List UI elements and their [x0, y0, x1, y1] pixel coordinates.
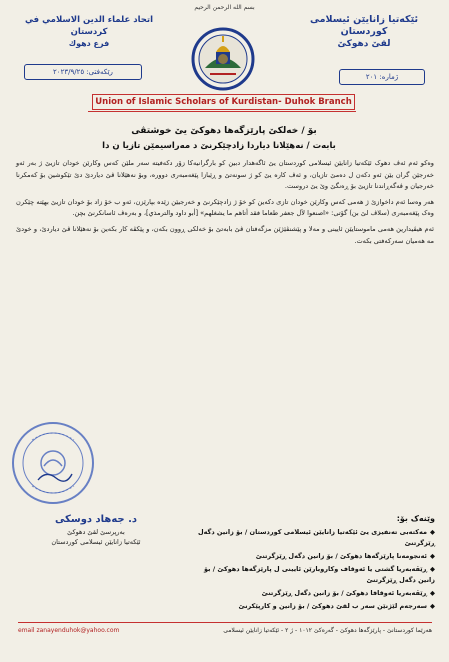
official-stamp-icon: [10, 420, 96, 506]
email-label: email: [18, 627, 35, 634]
header-divider: [88, 111, 356, 112]
basmala: بسم الله الرحمن الرحيم: [194, 4, 255, 11]
org-name-arabic: اتحاد علماء الدين الاسلامي في كردستان: [24, 15, 154, 37]
letter-number-box: [339, 69, 425, 85]
union-logo-icon: [180, 26, 266, 92]
list-item: [195, 527, 435, 549]
letter-body: [16, 158, 434, 247]
header-kurdish: [289, 14, 439, 50]
branch-name-arabic: فرع دهوك: [68, 39, 110, 48]
copy-recipient: ڕێڤەبەریا گشتی یا ئەوقاف وکاروبارێن ئایینی ل پارێزگەها دهوکێ / بۆ زانین دگەل ڕێزگرتنێ: [203, 565, 435, 584]
signer-name: د. جەهاد دوسکی: [54, 514, 138, 525]
email-address[interactable]: zanayenduhok@yahoo.com: [36, 627, 120, 634]
body-paragraph-3: ئەم هیڤیدارین هەمی ماموستایێن ئایینی و مەلا و پێشنڤێژێن مزگەفتان ڤێ بابەتێ بۆ خەلکی ڕوون بکەن، و پێکڤە کار بکەین بۆ نەهێلانا ڤێ دیاردێ، و خودێ مە هەمیان سەرکەفتی بکەت.: [16, 224, 434, 245]
bullet-icon: ◆: [430, 552, 435, 560]
copies-to: [195, 513, 435, 612]
date-value: ٢٠٢٣/٩/٢٥: [53, 68, 85, 76]
copies-heading: وێنەک بۆ:: [396, 514, 435, 523]
signer-title: بەرپرسێ لقێ دهوکێ: [67, 528, 125, 536]
body-paragraph-1: وەکو ئەم ئەڤ دهوک ئێکەتیا زانایێن ئیسلامی کوردستان یێ ئاگەهدار دبین کو بارگرانیەکا زۆر دکەفیتە سەر ملێن کەس وکارێن خودان تازیێ ژ بەر ئەو خەرجێن گران یێن ئەو دکەن ل دەمێ تازیان، و ئەڤ کارە یێ کو ژ سونەتێ و ڕێبازا پێغەمبەری دووره، وبۆ نەهێلانا ڤێ دیاردێ دێ تێکوشین بۆ کەمکرنا خەرجیان و ڤەگەڕاندنا تازیێ بۆ ڕەنگێ وێ یێ دروست.: [16, 159, 434, 191]
letter-recipient: بۆ / خەلکێ پارێزگەها دهوکێ یێ خوشتڤی: [131, 126, 317, 136]
footer-address: هەرێما کوردستانێ - پارێزگەها دهوکێ - گەرەکێ ١٠١٢ - ژ ٢ - ئێکەتیا زانایێن ئیسلامی: [223, 627, 432, 634]
copy-recipient: سەرجەم لێژنێن سەر ب لقێ دهوکێ / بۆ زانین و کارپێکرنێ: [238, 602, 427, 610]
list-item: [195, 588, 435, 599]
bullet-icon: ◆: [430, 565, 435, 573]
signature-block: [16, 513, 176, 547]
bullet-icon: ◆: [430, 602, 435, 610]
signer-organization: ئێکەتیا زانایێن ئیسلامی کوردستان: [51, 538, 141, 546]
number-label: ژمارە:: [379, 73, 399, 81]
number-value: ٢٠١: [365, 73, 378, 81]
date-label: رێکەفتی:: [86, 68, 113, 76]
header-arabic: [14, 14, 164, 50]
letter-footer: [18, 626, 432, 635]
body-paragraph-2: هەر وەسا ئەم داخوازێ ژ هەمی کەس وکارێن خودان تازی دکەین کو خۆ ژ زادچێکرنێ و خەرجیێن زێدە بپارێزن، ئەو ب خۆ زاد بۆ خودان تازیێ بهێتە چێکرن وەک پێغەمبەری (سلاڤ لێ بن) گۆتی: «اصنعوا لآل جعفر طعاما فقد أتاهم ما يشغلهم» [أبو داود والترمذي]، و بەرەڤ ئاسانکرنێ بچن.: [16, 197, 434, 218]
bullet-icon: ◆: [430, 528, 435, 536]
bullet-icon: ◆: [430, 589, 435, 597]
list-item: [195, 551, 435, 562]
footer-divider: [18, 622, 432, 623]
copy-recipient: ڕێڤەبەریا ئەوقافا دهوکێ / بۆ زانین دگەل ڕێزگرتنێ: [261, 589, 427, 597]
letter-subject: بابەت / نەهێلانا دیاردا زادچێکرنێ د مەراسیمێن تازیا ن دا: [102, 141, 336, 151]
copy-recipient: مەکتەبی تەنفیزی یێ ئێکەتیا زانایێن ئیسلامی کوردستان / بۆ زانین دگەل ڕێزگرتنێ: [197, 528, 435, 547]
letter-date-box: [24, 64, 142, 80]
copy-recipient: ئەنجومەنا پارێزگەها دهوکێ / بۆ زانین دگەل ڕێزگرتنێ: [255, 552, 427, 560]
branch-name-kurdish: لقێ دهوکێ: [337, 39, 391, 49]
org-name-kurdish: ئێکەتیا زانایێن ئیسلامی کوردستان: [309, 14, 419, 37]
list-item: [195, 601, 435, 612]
list-item: [195, 564, 435, 586]
union-banner: Union of Islamic Scholars of Kurdistan- Duhok Branch: [92, 94, 355, 110]
copies-list: [195, 527, 435, 612]
